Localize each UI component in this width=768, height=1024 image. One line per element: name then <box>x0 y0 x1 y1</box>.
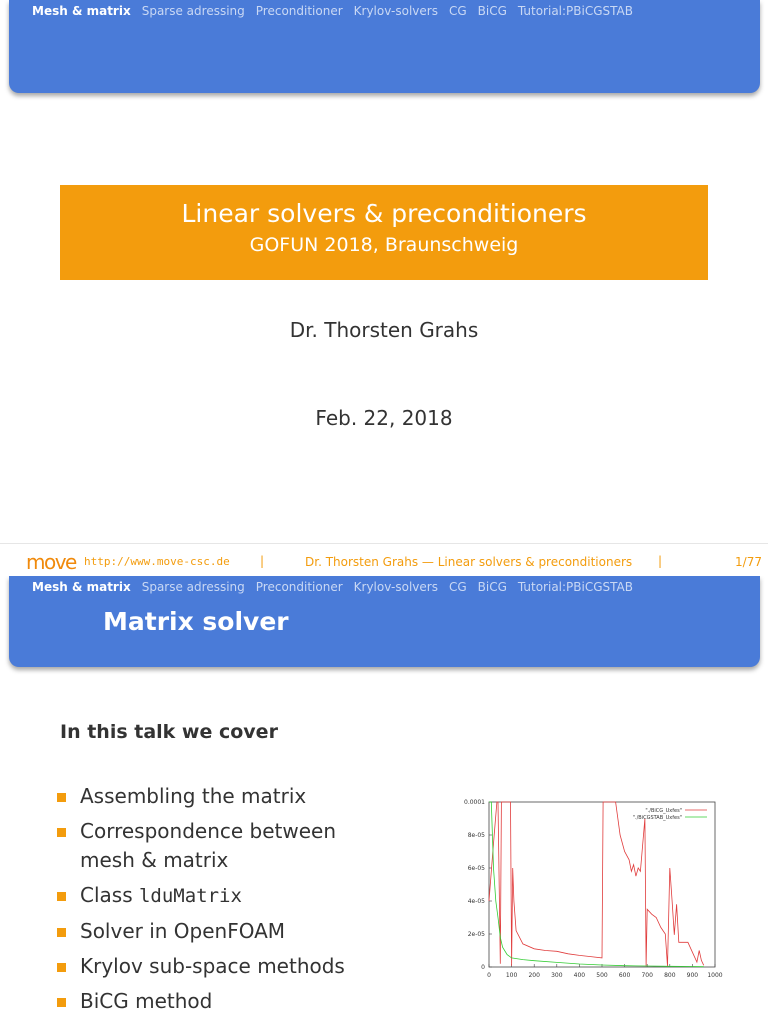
nav-item-sparse-adressing[interactable]: Sparse adressing <box>141 4 245 18</box>
residual-chart <box>440 796 740 986</box>
x-tick-label: 300 <box>551 972 563 979</box>
bullet-text: BiCG method <box>80 989 213 1013</box>
footer-title: Dr. Thorsten Grahs — Linear solvers & preconditioners <box>305 555 633 569</box>
y-tick-label: 6e-05 <box>467 865 485 872</box>
list-item <box>57 881 360 911</box>
x-tick-label: 400 <box>573 972 586 979</box>
nav-item-bicg[interactable]: BiCG <box>477 580 507 594</box>
y-tick-label: 8e-05 <box>467 832 485 839</box>
x-tick-label: 600 <box>618 972 631 979</box>
y-tick-label: 4e-05 <box>467 898 485 905</box>
footer-separator: | <box>658 554 663 568</box>
slide-footer <box>0 543 768 577</box>
x-tick-label: 500 <box>596 972 608 979</box>
x-tick-label: 800 <box>664 972 676 979</box>
header-bar <box>9 576 760 667</box>
nav-item-cg[interactable]: CG <box>448 4 467 18</box>
nav-item-tutorial[interactable]: Tutorial:PBiCGSTAB <box>517 4 633 18</box>
nav-item-preconditioner[interactable]: Preconditioner <box>255 580 343 594</box>
section-nav <box>32 4 633 18</box>
legend-label: "./BiCGSTAB_Uxfes" <box>632 815 682 821</box>
section-nav <box>32 580 633 594</box>
x-tick-label: 700 <box>641 972 653 979</box>
y-tick-label: 0.0001 <box>464 799 485 806</box>
x-tick-label: 1000 <box>707 972 723 979</box>
content-slide <box>0 576 768 1024</box>
bullet-text: Krylov sub-space methods <box>80 954 345 978</box>
presentation-title: Linear solvers & preconditioners <box>181 199 587 228</box>
list-item <box>57 917 360 946</box>
bullet-text: Assembling the matrix <box>80 784 307 808</box>
nav-item-tutorial[interactable]: Tutorial:PBiCGSTAB <box>517 580 633 594</box>
author-name: Dr. Thorsten Grahs <box>289 318 479 342</box>
move-logo: move <box>26 550 76 574</box>
class-name-code: lduMatrix <box>138 885 242 907</box>
y-tick-label: 0 <box>481 964 485 971</box>
x-tick-label: 100 <box>505 972 518 979</box>
bullet-text: Solver in OpenFOAM <box>80 919 286 943</box>
title-box <box>60 185 708 280</box>
list-item <box>57 817 360 875</box>
nav-item-bicg[interactable]: BiCG <box>477 4 507 18</box>
section-heading: In this talk we cover <box>60 721 278 743</box>
list-item <box>57 987 360 1016</box>
list-item <box>57 782 360 811</box>
x-tick-label: 0 <box>487 972 491 979</box>
presentation-subtitle: GOFUN 2018, Braunschweig <box>249 234 519 256</box>
bullet-text: Class <box>80 883 139 907</box>
website-link[interactable]: http://www.move-csc.de <box>84 555 230 568</box>
topic-list <box>57 782 360 1022</box>
nav-item-krylov-solvers[interactable]: Krylov-solvers <box>353 4 438 18</box>
nav-item-cg[interactable]: CG <box>448 580 467 594</box>
x-tick-label: 900 <box>686 972 699 979</box>
nav-item-mesh-matrix[interactable]: Mesh & matrix <box>32 580 131 594</box>
nav-item-preconditioner[interactable]: Preconditioner <box>255 4 343 18</box>
x-tick-label: 200 <box>528 972 540 979</box>
list-item <box>57 952 360 981</box>
header-bar <box>9 0 760 93</box>
legend-label: "./BiCG_Uxfes" <box>645 808 682 814</box>
nav-item-mesh-matrix[interactable]: Mesh & matrix <box>32 4 131 18</box>
nav-item-krylov-solvers[interactable]: Krylov-solvers <box>353 580 438 594</box>
footer-separator: | <box>260 554 265 568</box>
y-tick-label: 2e-05 <box>467 931 485 938</box>
bullet-text: Correspondence between mesh & matrix <box>80 819 337 872</box>
presentation-date: Feb. 22, 2018 <box>315 406 453 430</box>
nav-item-sparse-adressing[interactable]: Sparse adressing <box>141 580 245 594</box>
frame-title: Matrix solver <box>103 607 289 636</box>
page-number: 1/77 <box>735 555 762 569</box>
